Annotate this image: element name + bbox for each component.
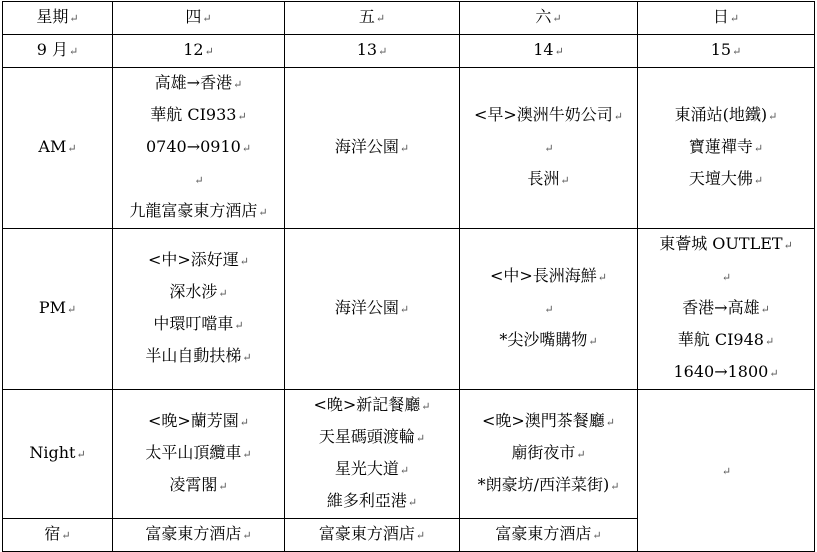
plan-cell [638,229,815,390]
date-13: 13 [356,40,378,59]
plan-text: 星光大道 [334,459,399,478]
paragraph-mark: ↵ [237,110,247,123]
lodging-cell: 富豪東方酒店↵ [460,519,638,552]
plan-text: <中>長洲海鮮 [489,266,597,285]
weekday-thu: 四 [185,7,202,26]
weekday-header-cell: 星期↵ [3,2,113,35]
paragraph-mark: ↵ [597,271,608,284]
plan-text: 東薈城 OUTLET [659,234,783,253]
date-14: 14 [533,40,554,59]
plan-line [638,455,814,487]
month-cell: 9 月↵ [3,35,113,68]
period-label-night: Night [29,443,76,462]
plan-cell [638,68,815,229]
paragraph-mark: ↵ [239,416,250,429]
plan-line [113,245,284,277]
plan-text: 海洋公園 [334,298,399,317]
plan-text: 天星碼頭渡輪 [318,427,415,446]
weekday-cell: 四↵ [113,2,285,35]
paragraph-mark: ↵ [399,464,410,477]
plan-line [285,422,459,454]
weekday-sat: 六 [535,7,552,26]
lodging-cell: 富豪東方酒店↵ [113,519,285,552]
plan-line [113,277,284,309]
plan-text: <中>添好運 [147,250,239,269]
plan-text: 0740→0910 [145,137,241,156]
paragraph-mark: ↵ [218,287,228,300]
paragraph-mark: ↵ [233,78,243,91]
plan-line [638,261,814,293]
plan-line [460,293,637,325]
plan-cell [113,390,285,519]
plan-text: 深水涉 [169,282,218,301]
plan-text: 半山自動扶梯 [145,346,242,365]
plan-text: 中環叮噹車 [153,314,234,333]
plan-text: <晚>新記餐廳 [313,395,421,414]
plan-line [113,438,284,470]
lodging-label: 宿 [44,524,61,543]
plan-text: 維多利亞港 [326,491,407,510]
lodging-hotel: 富豪東方酒店 [495,524,592,543]
paragraph-mark: ↵ [194,174,204,187]
plan-line [638,100,814,132]
weekday-label: 星期 [36,7,69,26]
plan-text: *尖沙嘴購物 [499,330,588,349]
paragraph-mark: ↵ [421,400,431,413]
plan-cell [113,229,285,390]
plan-cell [285,390,460,519]
paragraph-mark: ↵ [218,480,228,493]
period-label-am: AM [38,137,67,156]
period-label-cell: AM↵ [3,68,113,229]
plan-line [113,132,284,164]
lodging-cell: 富豪東方酒店↵ [285,519,460,552]
itinerary-table [2,1,815,552]
plan-cell [113,68,285,229]
paragraph-mark: ↵ [753,174,764,187]
am-row [3,68,815,229]
plan-cell [460,390,638,519]
paragraph-mark: ↵ [258,206,268,219]
weekday-cell: 日↵ [638,2,815,35]
plan-text: 天壇大佛 [688,169,753,188]
plan-cell [285,68,460,229]
plan-line [460,164,637,196]
plan-line [285,293,459,325]
paragraph-mark: ↵ [239,255,250,268]
paragraph-mark: ↵ [760,303,770,316]
paragraph-mark: ↵ [544,142,554,155]
plan-line [113,309,284,341]
plan-line [460,261,637,293]
plan-cell [460,229,638,390]
period-label-cell: Night↵ [3,390,113,519]
paragraph-mark: ↵ [242,448,252,461]
date-12: 12 [183,40,204,59]
date-cell: 15↵ [638,35,815,68]
paragraph-mark: ↵ [560,174,570,187]
plan-line [460,100,637,132]
lodging-hotel: 富豪東方酒店 [318,524,415,543]
paragraph-mark: ↵ [544,303,554,316]
date-cell: 14↵ [460,35,638,68]
plan-text: 廟街夜市 [511,443,576,462]
paragraph-mark: ↵ [753,142,764,155]
plan-text: 高雄→香港 [154,73,233,92]
plan-line [638,132,814,164]
period-label-cell: PM↵ [3,229,113,390]
plan-text: 長洲 [527,169,560,188]
plan-text: <晚>蘭芳園 [147,411,239,430]
weekday-row [3,2,815,35]
period-label-pm: PM [38,298,66,317]
plan-line [638,164,814,196]
paragraph-mark: ↵ [768,110,778,123]
plan-line [113,406,284,438]
paragraph-mark: ↵ [588,335,598,348]
date-row [3,35,815,68]
plan-text: <早>澳洲牛奶公司 [473,105,613,124]
date-cell: 13↵ [285,35,460,68]
weekday-fri: 五 [358,7,375,26]
plan-text: 東涌站(地鐵) [674,105,768,124]
plan-line [285,486,459,518]
paragraph-mark: ↵ [605,416,616,429]
paragraph-mark: ↵ [399,142,410,155]
plan-cell [638,390,815,552]
plan-text: *朗豪坊/西洋菜街) [477,475,610,494]
night-row [3,390,815,519]
paragraph-mark: ↵ [613,110,624,123]
plan-text: 華航 CI933 [150,105,237,124]
plan-line [638,229,814,261]
month-label: 9 月 [36,40,69,59]
plan-cell [285,229,460,390]
plan-line [113,470,284,502]
plan-line [285,390,459,422]
plan-text: 寶蓮禪寺 [688,137,753,156]
weekday-cell: 五↵ [285,2,460,35]
plan-line [285,132,459,164]
paragraph-mark: ↵ [769,367,779,380]
plan-line [113,341,284,373]
plan-line [638,325,814,357]
plan-text: 太平山頂纜車 [145,443,242,462]
plan-line [460,325,637,357]
plan-text: 華航 CI948 [677,330,764,349]
lodging-hotel: 富豪東方酒店 [145,524,242,543]
plan-text: 海洋公園 [334,137,399,156]
plan-cell [460,68,638,229]
plan-line [113,164,284,196]
paragraph-mark: ↵ [721,271,732,284]
plan-text: 香港→高雄 [682,298,760,317]
plan-text: 1640→1800 [673,362,769,381]
paragraph-mark: ↵ [241,142,252,155]
paragraph-mark: ↵ [610,480,620,493]
weekday-sun: 日 [712,7,729,26]
plan-line [113,100,284,132]
plan-line [113,196,284,228]
paragraph-mark: ↵ [764,335,775,348]
plan-text: <晚>澳門茶餐廳 [481,411,605,430]
plan-text: 凌霄閣 [169,475,218,494]
plan-line [460,470,637,502]
plan-line [638,293,814,325]
date-cell: 12↵ [113,35,285,68]
plan-line [460,438,637,470]
paragraph-mark: ↵ [783,239,793,252]
paragraph-mark: ↵ [234,319,244,332]
plan-line [460,406,637,438]
lodging-label-cell: 宿↵ [3,519,113,552]
paragraph-mark: ↵ [576,448,586,461]
plan-line [113,68,284,100]
weekday-cell: 六↵ [460,2,638,35]
plan-line [285,454,459,486]
paragraph-mark: ↵ [721,464,732,478]
plan-line [638,357,814,389]
pm-row [3,229,815,390]
plan-text: 九龍富豪東方酒店 [129,201,258,220]
date-15: 15 [710,40,732,59]
paragraph-mark: ↵ [415,432,426,445]
paragraph-mark: ↵ [407,496,418,509]
paragraph-mark: ↵ [399,303,410,316]
paragraph-mark: ↵ [242,351,252,364]
plan-line [460,132,637,164]
